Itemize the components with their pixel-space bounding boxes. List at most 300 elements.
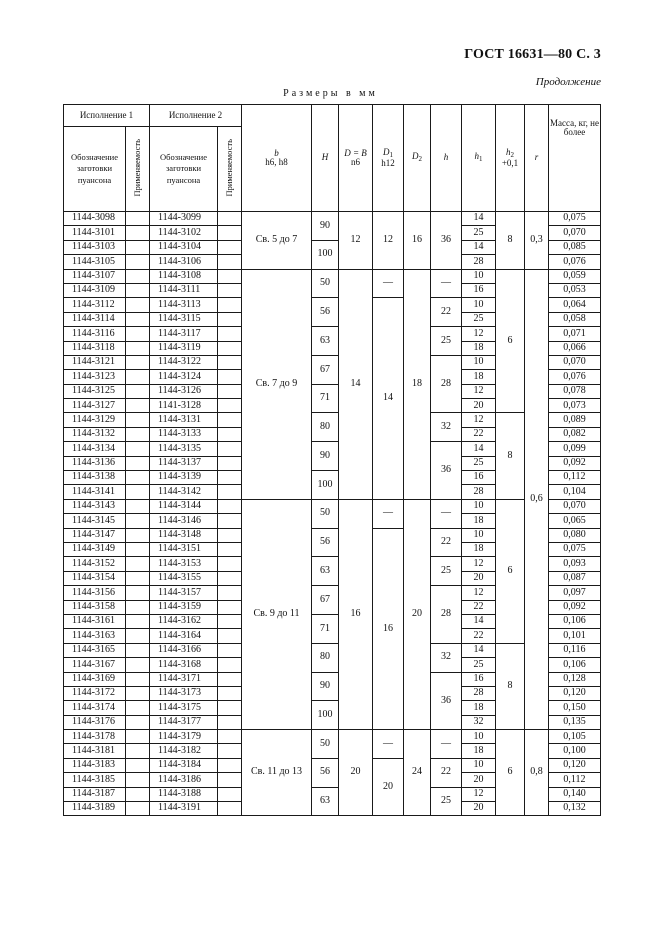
exec2-code-cell: 1144-3175 xyxy=(150,701,218,715)
mass-cell: 0,080 xyxy=(549,528,601,542)
h2-cell: 6 xyxy=(496,730,525,816)
exec1-code-cell: 1144-3154 xyxy=(64,571,126,585)
mass-cell: 0,059 xyxy=(549,269,601,283)
table-row xyxy=(64,413,601,427)
H-cell: 50 xyxy=(312,730,339,759)
applicability-cell xyxy=(126,586,150,600)
applicability-cell xyxy=(126,471,150,485)
table-row xyxy=(64,212,601,226)
mass-cell: 0,105 xyxy=(549,730,601,744)
exec2-code-cell: 1144-3104 xyxy=(150,240,218,254)
r-cell: 0,6 xyxy=(525,269,549,730)
applicability-cell xyxy=(218,787,242,801)
h-cell: 32 xyxy=(431,643,462,672)
h1-cell: 14 xyxy=(462,614,496,628)
h1-cell: 12 xyxy=(462,413,496,427)
mass-cell: 0,101 xyxy=(549,629,601,643)
table-row xyxy=(64,269,601,283)
mass-cell: 0,066 xyxy=(549,341,601,355)
D2-cell: 18 xyxy=(404,269,431,499)
mass-cell: 0,075 xyxy=(549,212,601,226)
h1-cell: 25 xyxy=(462,456,496,470)
mass-cell: 0,140 xyxy=(549,787,601,801)
page-header: ГОСТ 16631—80 С. 3 xyxy=(464,47,601,62)
mass-cell: 0,150 xyxy=(549,701,601,715)
h1-cell: 14 xyxy=(462,442,496,456)
applicability-cell xyxy=(126,571,150,585)
exec2-code-cell: 1144-3117 xyxy=(150,327,218,341)
exec2-code-cell: 1144-3148 xyxy=(150,528,218,542)
exec1-code-cell: 1144-3101 xyxy=(64,226,126,240)
h1-cell: 25 xyxy=(462,226,496,240)
exec1-code-cell: 1144-3123 xyxy=(64,370,126,384)
H-cell: 50 xyxy=(312,269,339,298)
h1-cell: 32 xyxy=(462,715,496,729)
exec2-code-cell: 1144-3159 xyxy=(150,600,218,614)
exec1-code-cell: 1144-3158 xyxy=(64,600,126,614)
applicability-cell xyxy=(126,226,150,240)
exec1-code-cell: 1144-3118 xyxy=(64,341,126,355)
h1-cell: 20 xyxy=(462,773,496,787)
applicability-cell xyxy=(218,255,242,269)
h1-cell: 10 xyxy=(462,758,496,772)
exec2-code-cell: 1144-3137 xyxy=(150,456,218,470)
h-header: h xyxy=(431,105,462,212)
exec2-code-cell: 1144-3179 xyxy=(150,730,218,744)
h1-cell: 16 xyxy=(462,283,496,297)
mass-cell: 0,076 xyxy=(549,255,601,269)
applicability-cell xyxy=(126,255,150,269)
mass-cell: 0,116 xyxy=(549,643,601,657)
spec-table-body xyxy=(64,212,601,816)
h1-cell: 10 xyxy=(462,269,496,283)
h1-cell: 18 xyxy=(462,701,496,715)
h-cell: 28 xyxy=(431,355,462,413)
applicability-cell xyxy=(126,456,150,470)
h2-cell: 8 xyxy=(496,413,525,499)
applicability-cell xyxy=(218,312,242,326)
exec1-code-cell: 1144-3098 xyxy=(64,212,126,226)
H-cell: 67 xyxy=(312,355,339,384)
b-range-cell: Св. 9 до 11 xyxy=(242,499,312,729)
H-cell: 90 xyxy=(312,212,339,241)
mass-cell: 0,112 xyxy=(549,773,601,787)
applicability-cell xyxy=(126,370,150,384)
mass-cell: 0,070 xyxy=(549,226,601,240)
exec1-code-cell: 1144-3152 xyxy=(64,557,126,571)
mass-cell: 0,120 xyxy=(549,686,601,700)
h-cell: 32 xyxy=(431,413,462,442)
exec1-code-cell: 1144-3107 xyxy=(64,269,126,283)
D2-header: $D_2$ xyxy=(404,105,431,212)
h-cell: 25 xyxy=(431,557,462,586)
mass-cell: 0,073 xyxy=(549,399,601,413)
exec2-code-cell: 1144-3113 xyxy=(150,298,218,312)
exec2-code-cell: 1144-3168 xyxy=(150,658,218,672)
H-cell: 56 xyxy=(312,528,339,557)
H-cell: 63 xyxy=(312,327,339,356)
applicability-cell xyxy=(218,327,242,341)
applicability-cell xyxy=(218,499,242,513)
exec2-code-cell: 1144-3102 xyxy=(150,226,218,240)
h-cell: 36 xyxy=(431,672,462,730)
exec1-code-cell: 1144-3116 xyxy=(64,327,126,341)
exec2-code-cell: 1144-3131 xyxy=(150,413,218,427)
H-cell: 71 xyxy=(312,384,339,413)
H-cell: 100 xyxy=(312,471,339,500)
mass-cell: 0,128 xyxy=(549,672,601,686)
applicability-cell xyxy=(218,686,242,700)
applicability-cell xyxy=(126,528,150,542)
H-cell: 56 xyxy=(312,758,339,787)
applicability-cell xyxy=(218,557,242,571)
applicability-cell xyxy=(126,312,150,326)
mass-header: Масса, кг, не более xyxy=(549,105,601,212)
exec2-code-cell: 1144-3133 xyxy=(150,427,218,441)
exec2-code-cell: 1144-3186 xyxy=(150,773,218,787)
h1-cell: 20 xyxy=(462,399,496,413)
applicability-cell xyxy=(218,427,242,441)
mass-cell: 0,132 xyxy=(549,802,601,816)
exec1-code-cell: 1144-3169 xyxy=(64,672,126,686)
exec2-code-cell: 1144-3124 xyxy=(150,370,218,384)
applicability-cell xyxy=(126,355,150,369)
h1-cell: 18 xyxy=(462,370,496,384)
H-cell: 50 xyxy=(312,499,339,528)
exec1-code-cell: 1144-3114 xyxy=(64,312,126,326)
applicability-cell xyxy=(218,485,242,499)
spec-table xyxy=(63,104,601,816)
h1-cell: 12 xyxy=(462,586,496,600)
b-range-cell: Св. 7 до 9 xyxy=(242,269,312,499)
applicability-cell xyxy=(126,442,150,456)
H-cell: 100 xyxy=(312,240,339,269)
mass-cell: 0,058 xyxy=(549,312,601,326)
mass-cell: 0,070 xyxy=(549,499,601,513)
applicability-cell xyxy=(218,298,242,312)
h1-cell: 18 xyxy=(462,542,496,556)
DB-cell: 20 xyxy=(339,730,373,816)
exec2-code-cell: 1144-3106 xyxy=(150,255,218,269)
h2-cell: 8 xyxy=(496,643,525,729)
h1-cell: 12 xyxy=(462,384,496,398)
exec2-header: Исполнение 2 xyxy=(150,105,242,127)
applicability-cell xyxy=(218,212,242,226)
H-cell: 90 xyxy=(312,672,339,701)
h-cell: — xyxy=(431,730,462,759)
H-header: H xyxy=(312,105,339,212)
applicability-cell xyxy=(218,413,242,427)
h1-cell: 10 xyxy=(462,528,496,542)
h1-cell: 28 xyxy=(462,485,496,499)
applicability-cell xyxy=(126,557,150,571)
applicability-cell xyxy=(126,701,150,715)
exec2-code-cell: 1144-3126 xyxy=(150,384,218,398)
h1-cell: 10 xyxy=(462,730,496,744)
applicability-cell xyxy=(126,686,150,700)
DB-cell: 16 xyxy=(339,499,373,729)
h1-cell: 22 xyxy=(462,600,496,614)
applicability-cell xyxy=(218,283,242,297)
exec1-code-cell: 1144-3138 xyxy=(64,471,126,485)
mass-cell: 0,104 xyxy=(549,485,601,499)
applicability-cell xyxy=(218,514,242,528)
applicability-cell xyxy=(126,485,150,499)
applicability-cell xyxy=(218,643,242,657)
D2-cell: 20 xyxy=(404,499,431,729)
h1-cell: 28 xyxy=(462,255,496,269)
h1-cell: 18 xyxy=(462,744,496,758)
dimensions-caption: Размеры в мм xyxy=(283,88,378,99)
exec2-code-cell: 1144-3111 xyxy=(150,283,218,297)
applicability-cell xyxy=(126,744,150,758)
D1-cell: 16 xyxy=(373,528,404,729)
H-cell: 56 xyxy=(312,298,339,327)
h-cell: 36 xyxy=(431,442,462,500)
applicability-cell xyxy=(126,514,150,528)
exec1-code-cell: 1144-3143 xyxy=(64,499,126,513)
exec1-code-cell: 1144-3161 xyxy=(64,614,126,628)
D1-cell: — xyxy=(373,730,404,759)
D1-header: $D_1$ h12 xyxy=(373,105,404,212)
h1-cell: 20 xyxy=(462,802,496,816)
mass-cell: 0,064 xyxy=(549,298,601,312)
mass-cell: 0,093 xyxy=(549,557,601,571)
exec1-code-cell: 1144-3136 xyxy=(64,456,126,470)
mass-cell: 0,076 xyxy=(549,370,601,384)
h1-cell: 16 xyxy=(462,672,496,686)
h1-cell: 20 xyxy=(462,571,496,585)
b-range-cell: Св. 5 до 7 xyxy=(242,212,312,270)
exec2-code-cell: 1144-3164 xyxy=(150,629,218,643)
applicability-cell xyxy=(218,341,242,355)
applicability-cell xyxy=(126,298,150,312)
exec1-code-cell: 1144-3127 xyxy=(64,399,126,413)
h2-cell: 8 xyxy=(496,212,525,270)
exec2-code-cell: 1144-3108 xyxy=(150,269,218,283)
h1-cell: 14 xyxy=(462,212,496,226)
exec2-code-cell: 1144-3151 xyxy=(150,542,218,556)
r-cell: 0,3 xyxy=(525,212,549,270)
applicability-cell xyxy=(218,672,242,686)
exec1-code-cell: 1144-3172 xyxy=(64,686,126,700)
applicability-cell xyxy=(126,802,150,816)
continuation-label: Продолжение xyxy=(535,76,601,88)
exec2-code-cell: 1144-3146 xyxy=(150,514,218,528)
applicability-cell xyxy=(218,471,242,485)
mass-cell: 0,099 xyxy=(549,442,601,456)
exec1-code-cell: 1144-3187 xyxy=(64,787,126,801)
exec1-code-cell: 1144-3134 xyxy=(64,442,126,456)
applicability-cell xyxy=(218,226,242,240)
table-row xyxy=(64,643,601,657)
exec1-code-cell: 1144-3145 xyxy=(64,514,126,528)
mass-cell: 0,120 xyxy=(549,758,601,772)
h1-cell: 18 xyxy=(462,341,496,355)
exec1-code-cell: 1144-3183 xyxy=(64,758,126,772)
exec2-code-cell: 1141-3128 xyxy=(150,399,218,413)
H-cell: 63 xyxy=(312,787,339,816)
applicability-cell xyxy=(218,730,242,744)
mass-cell: 0,075 xyxy=(549,542,601,556)
applicability-cell xyxy=(218,384,242,398)
mass-cell: 0,087 xyxy=(549,571,601,585)
h1-cell: 12 xyxy=(462,787,496,801)
exec2-code-cell: 1144-3099 xyxy=(150,212,218,226)
exec1-code-cell: 1144-3109 xyxy=(64,283,126,297)
h1-cell: 12 xyxy=(462,557,496,571)
exec2-code-cell: 1144-3135 xyxy=(150,442,218,456)
exec1-code-cell: 1144-3189 xyxy=(64,802,126,816)
D1-cell: 20 xyxy=(373,758,404,816)
applicability-cell xyxy=(218,658,242,672)
h-cell: — xyxy=(431,499,462,528)
applicability-cell xyxy=(218,600,242,614)
r-cell: 0,8 xyxy=(525,730,549,816)
exec2-code-cell: 1144-3115 xyxy=(150,312,218,326)
applicability-cell xyxy=(126,327,150,341)
h1-header: $h_1$ xyxy=(462,105,496,212)
exec1-code-cell: 1144-3141 xyxy=(64,485,126,499)
exec1-code-cell: 1144-3125 xyxy=(64,384,126,398)
h1-cell: 10 xyxy=(462,355,496,369)
exec1-code-cell: 1144-3129 xyxy=(64,413,126,427)
mass-cell: 0,100 xyxy=(549,744,601,758)
exec1-code-cell: 1144-3174 xyxy=(64,701,126,715)
applicability-cell xyxy=(126,399,150,413)
applicability-cell xyxy=(218,773,242,787)
exec1-code-cell: 1144-3132 xyxy=(64,427,126,441)
h2-cell: 6 xyxy=(496,499,525,643)
exec2-code-cell: 1144-3171 xyxy=(150,672,218,686)
D1-cell: — xyxy=(373,269,404,298)
applicability-cell xyxy=(126,499,150,513)
table-row xyxy=(64,499,601,513)
h-cell: 28 xyxy=(431,586,462,644)
h1-cell: 28 xyxy=(462,686,496,700)
H-cell: 63 xyxy=(312,557,339,586)
h1-cell: 22 xyxy=(462,629,496,643)
exec2-code-cell: 1144-3142 xyxy=(150,485,218,499)
applicability-cell xyxy=(218,629,242,643)
h-cell: 36 xyxy=(431,212,462,270)
exec1-code-cell: 1144-3112 xyxy=(64,298,126,312)
h1-cell: 22 xyxy=(462,427,496,441)
exec1-code-cell: 1144-3105 xyxy=(64,255,126,269)
applicability-cell xyxy=(218,355,242,369)
exec2-applicability-header: Применяемость xyxy=(218,127,242,212)
h1-cell: 10 xyxy=(462,298,496,312)
h1-cell: 25 xyxy=(462,658,496,672)
applicability-cell xyxy=(126,643,150,657)
applicability-cell xyxy=(126,614,150,628)
mass-cell: 0,070 xyxy=(549,355,601,369)
exec1-code-cell: 1144-3167 xyxy=(64,658,126,672)
b-range-cell: Св. 11 до 13 xyxy=(242,730,312,816)
exec2-code-cell: 1144-3191 xyxy=(150,802,218,816)
DB-cell: 14 xyxy=(339,269,373,499)
h-cell: 22 xyxy=(431,528,462,557)
exec1-code-cell: 1144-3156 xyxy=(64,586,126,600)
exec2-code-cell: 1144-3188 xyxy=(150,787,218,801)
mass-cell: 0,082 xyxy=(549,427,601,441)
H-cell: 71 xyxy=(312,614,339,643)
exec1-code-cell: 1144-3103 xyxy=(64,240,126,254)
exec1-code-cell: 1144-3181 xyxy=(64,744,126,758)
mass-cell: 0,112 xyxy=(549,471,601,485)
applicability-cell xyxy=(126,672,150,686)
exec2-code-cell: 1144-3173 xyxy=(150,686,218,700)
mass-cell: 0,071 xyxy=(549,327,601,341)
mass-cell: 0,078 xyxy=(549,384,601,398)
exec2-code-cell: 1144-3119 xyxy=(150,341,218,355)
H-cell: 80 xyxy=(312,413,339,442)
h-cell: 22 xyxy=(431,758,462,787)
h-cell: 22 xyxy=(431,298,462,327)
applicability-cell xyxy=(218,528,242,542)
r-header: r xyxy=(525,105,549,212)
applicability-cell xyxy=(218,802,242,816)
exec1-code-cell: 1144-3178 xyxy=(64,730,126,744)
applicability-cell xyxy=(126,413,150,427)
applicability-cell xyxy=(218,571,242,585)
h-cell: 25 xyxy=(431,327,462,356)
applicability-cell xyxy=(126,212,150,226)
exec1-code-cell: 1144-3121 xyxy=(64,355,126,369)
applicability-cell xyxy=(126,715,150,729)
h-cell: 25 xyxy=(431,787,462,816)
H-cell: 90 xyxy=(312,442,339,471)
exec2-code-cell: 1144-3157 xyxy=(150,586,218,600)
D2-cell: 16 xyxy=(404,212,431,270)
applicability-cell xyxy=(126,600,150,614)
applicability-cell xyxy=(218,542,242,556)
exec1-code-cell: 1144-3176 xyxy=(64,715,126,729)
exec1-code-cell: 1144-3165 xyxy=(64,643,126,657)
H-cell: 67 xyxy=(312,586,339,615)
applicability-cell xyxy=(126,240,150,254)
applicability-cell xyxy=(126,283,150,297)
exec2-code-cell: 1144-3184 xyxy=(150,758,218,772)
applicability-cell xyxy=(218,370,242,384)
mass-cell: 0,092 xyxy=(549,456,601,470)
applicability-cell xyxy=(218,399,242,413)
applicability-cell xyxy=(218,240,242,254)
h1-cell: 14 xyxy=(462,643,496,657)
exec2-code-cell: 1144-3139 xyxy=(150,471,218,485)
H-cell: 100 xyxy=(312,701,339,730)
D1-cell: 12 xyxy=(373,212,404,270)
applicability-cell xyxy=(126,341,150,355)
exec1-designation-header: Обозначение заготовки пуансона xyxy=(64,127,126,212)
mass-cell: 0,065 xyxy=(549,514,601,528)
D1-cell: — xyxy=(373,499,404,528)
applicability-cell xyxy=(126,269,150,283)
exec2-code-cell: 1144-3177 xyxy=(150,715,218,729)
mass-cell: 0,106 xyxy=(549,658,601,672)
h2-header: $h_2$ +0,1 xyxy=(496,105,525,212)
applicability-cell xyxy=(126,773,150,787)
applicability-cell xyxy=(126,542,150,556)
h1-cell: 12 xyxy=(462,327,496,341)
exec2-code-cell: 1144-3162 xyxy=(150,614,218,628)
exec2-code-cell: 1144-3166 xyxy=(150,643,218,657)
applicability-cell xyxy=(218,442,242,456)
applicability-cell xyxy=(126,629,150,643)
applicability-cell xyxy=(126,658,150,672)
applicability-cell xyxy=(218,269,242,283)
h1-cell: 18 xyxy=(462,514,496,528)
